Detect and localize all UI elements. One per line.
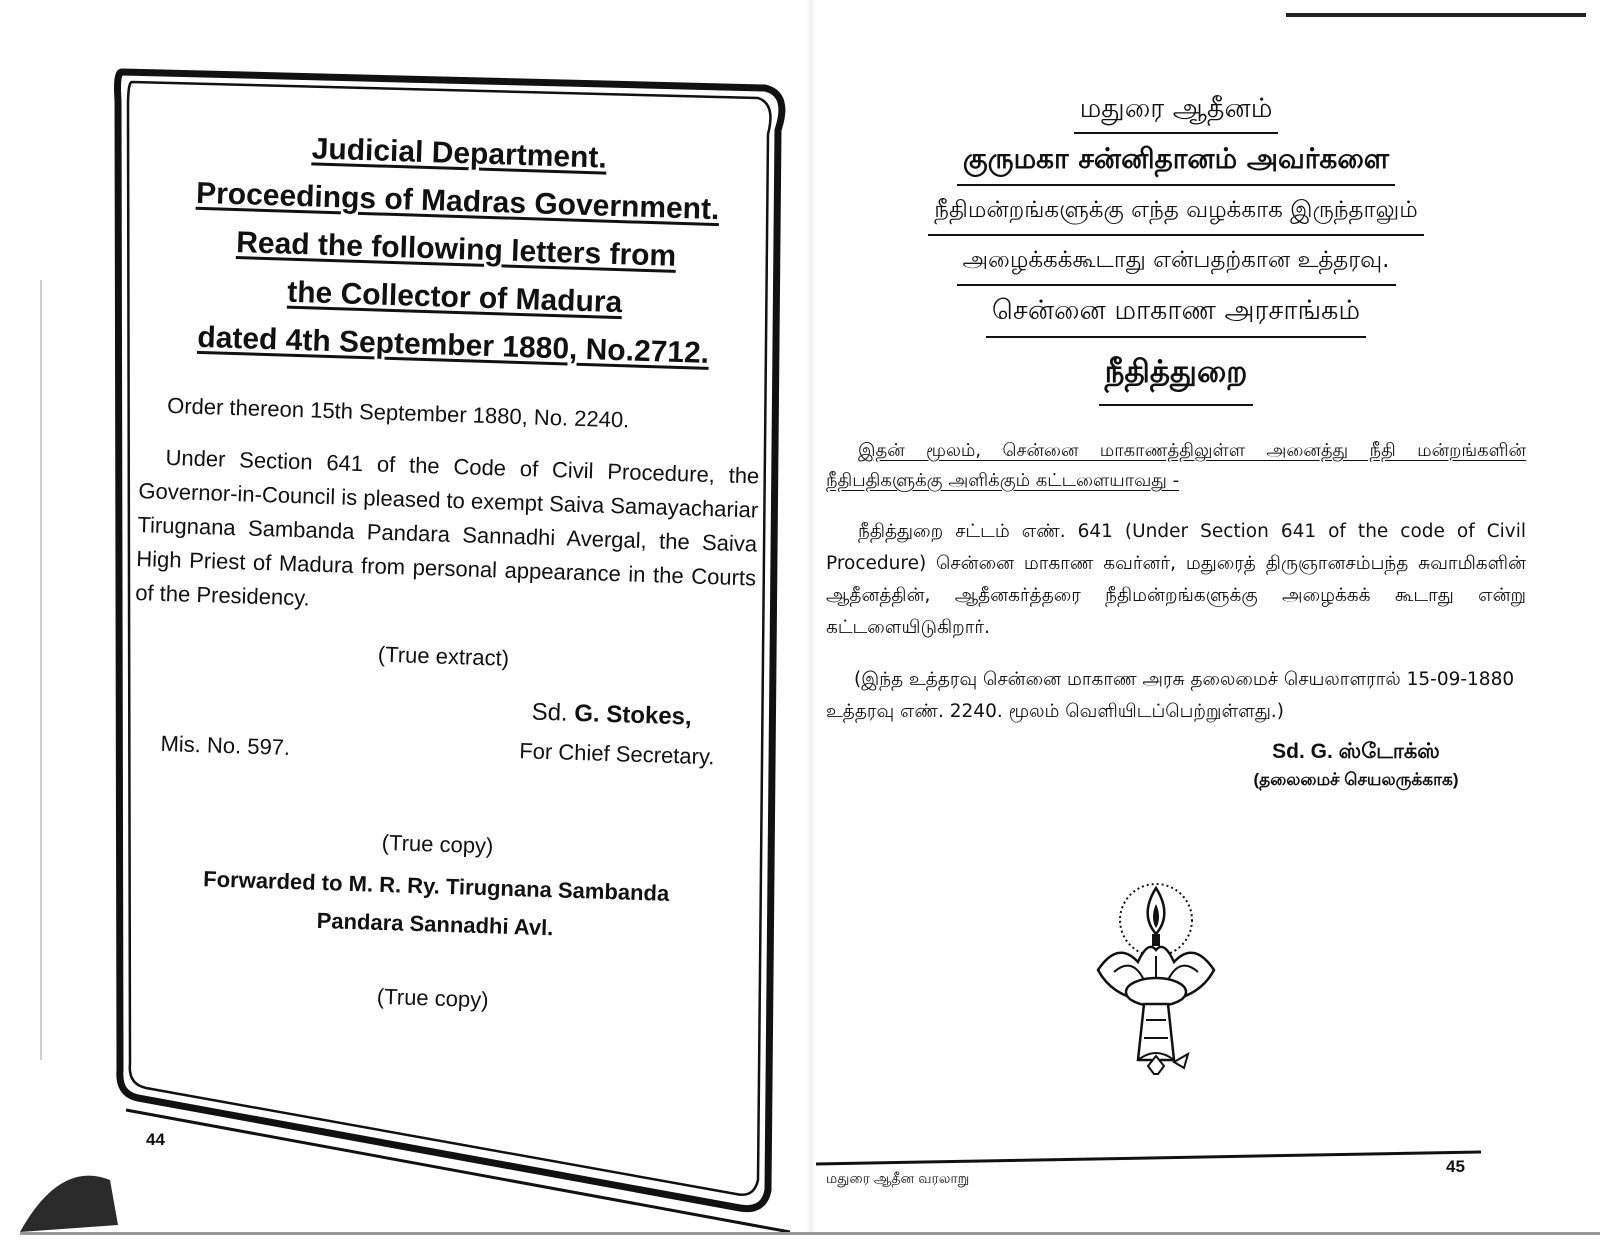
forwarded-line — [125, 858, 747, 953]
signature-designation: For Chief Secretary. — [518, 738, 715, 770]
signature-name — [531, 699, 692, 732]
page-bottom-edge — [20, 1232, 1600, 1235]
order-line: Order thereon 15th September 1880, No. 2240. — [166, 392, 630, 433]
section-title: நீதித்துறை — [826, 344, 1526, 410]
mis-number: Mis. No. 597. — [160, 730, 291, 760]
heading-line: Read the following letters from — [235, 226, 677, 273]
signature-block — [1216, 740, 1496, 792]
book-gutter — [806, 0, 816, 1235]
heading-line: மதுரை ஆதீனம் — [826, 90, 1526, 138]
left-page-content — [122, 120, 769, 1021]
heading-line: குருமகா சன்னிதானம் அவர்களை — [826, 138, 1526, 190]
signature-person: G. Stokes, — [573, 699, 693, 731]
right-page — [816, 0, 1600, 1240]
signature-block — [130, 686, 753, 795]
forwarded-line-2: Pandara Sannadhi Avl. — [316, 907, 554, 941]
true-copy-label: (True copy) — [381, 829, 494, 859]
order-note: (இந்த உத்தரவு சென்னை மாகாண அரசு தலைமைச் செயலாளரால் 15-09-1880 உத்தரவு எண். 2240. மூலம் வெளியிடப்பெற்றுள்ளது.) — [826, 669, 1515, 722]
forwarded-line-1: Forwarded to M. R. Ry. Tirugnana Sambanda — [202, 866, 670, 906]
page-number: 44 — [146, 1130, 165, 1149]
running-footer: மதுரை ஆதீன வரலாறு — [826, 1170, 970, 1186]
heading-line: Proceedings of Madras Government. — [195, 176, 720, 227]
signature-prefix: Sd. — [531, 698, 569, 727]
true-extract-label: (True extract) — [377, 641, 510, 671]
heading-line: நீதிமன்றங்களுக்கு எந்த வழக்காக இருந்தாலும் — [826, 190, 1526, 240]
heading-line: சென்னை மாகாண அரசாங்கம் — [826, 290, 1526, 342]
oil-lamp-lotus-icon — [1088, 870, 1218, 1100]
heading-line: dated 4th September 1880, No.2712. — [196, 320, 710, 370]
signature-designation: (தலைமைச் செயலருக்காக) — [1253, 770, 1459, 789]
top-rule — [1286, 13, 1586, 17]
order-body: Under Section 641 of the Code of Civil Procedure, the Governor-in-Council is pleased to exempt Saiva Samayachariar Tirugnana Sambanda Pandara Sannadhi Avergal, the Saiva High Priest of Madura from personal appearance in the Courts of the Presidency. — [134, 444, 760, 611]
page-number: 45 — [1446, 1157, 1465, 1176]
heading-line: the Collector of Madura — [286, 275, 623, 320]
heading-line: Judicial Department. — [311, 132, 608, 175]
order-body: நீதித்துறை சட்டம் எண். 641 (Under Section 641 of the code of Civil Procedure) சென்னை மாகாண கவர்னர், மதுரைத் திருஞானசம்பந்த சுவாமிகளின் ஆதீனத்தின், ஆதீனகர்த்தரை நீதிமன்றங்களுக்கு அழைக்கக் கூடாது என்று கட்டளையிடுகிறார். — [826, 521, 1526, 638]
signature-name: Sd. G. ஸ்டோக்ஸ் — [1272, 740, 1440, 763]
left-page — [0, 0, 806, 1240]
footer-rule — [816, 1148, 1481, 1168]
intro-line: இதன் மூலம், சென்னை மாகாணத்திலுள்ள அனைத்து நீதி மன்றங்களின் நீதிபதிகளுக்கு அளிக்கும் கட்டளையாவது - — [826, 440, 1526, 491]
right-page-content — [826, 90, 1526, 747]
true-copy-label: (True copy) — [376, 983, 489, 1013]
heading-line: அழைக்கக்கூடாது என்பதற்கான உத்தரவு. — [826, 240, 1526, 290]
